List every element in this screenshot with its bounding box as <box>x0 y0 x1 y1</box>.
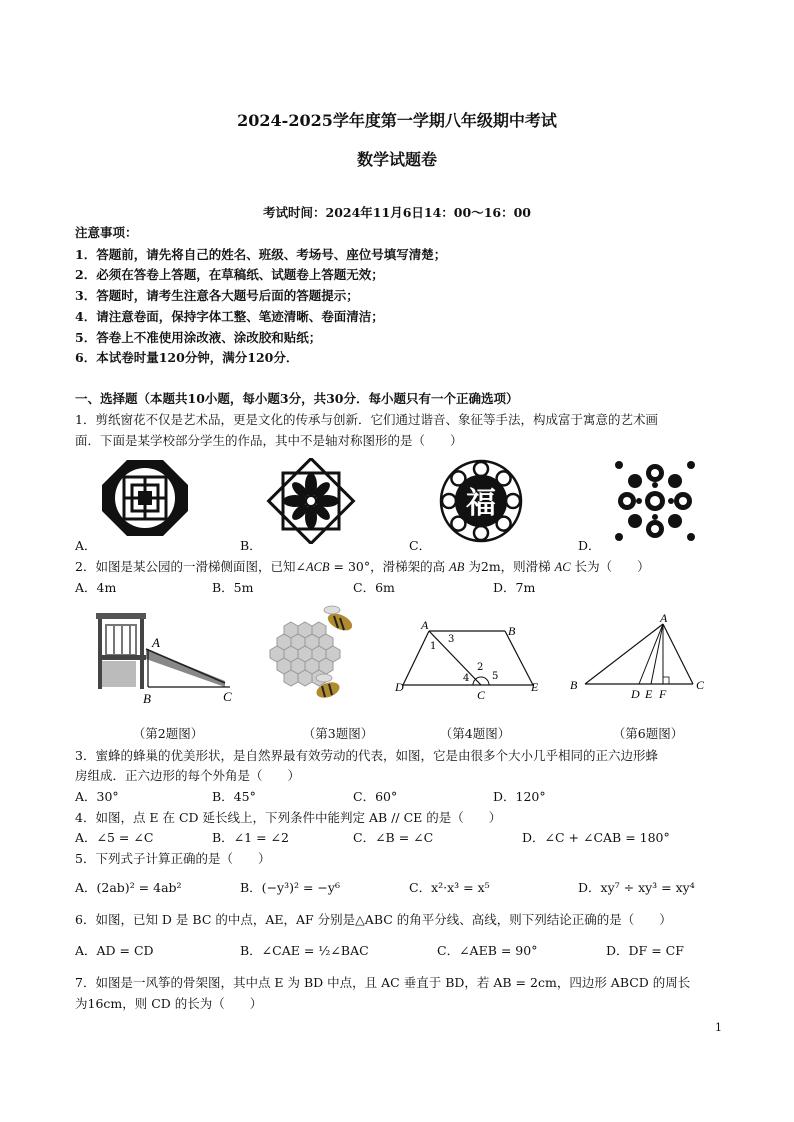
svg-text:D: D <box>631 687 640 701</box>
figure-6-triangle <box>565 612 715 702</box>
notice-item: 3．答题时，请考生注意各大题号后面的答题提示； <box>75 288 359 303</box>
q4-option-c: C．∠B = ∠C <box>353 830 434 845</box>
q4-option-d: D．∠C + ∠CAB = 180° <box>522 830 670 845</box>
svg-text:1: 1 <box>430 641 437 652</box>
q6-option-b: B．∠CAE = ½∠BAC <box>240 943 369 958</box>
question-3-line1: 3．蜜蜂的蜂巢的优美形状，是自然界最有效劳动的代表，如图，它是由很多个大小几乎相同的正六边形蜂 <box>75 748 658 763</box>
bee-icon <box>314 674 341 701</box>
q3-option-c: C．60° <box>353 789 398 804</box>
exam-time: 考试时间：2024年11月6日14：00～16：00 <box>263 205 531 220</box>
q5-option-a: A．(2ab)² = 4ab² <box>75 880 182 895</box>
fu-character: 福 <box>466 486 496 521</box>
q2-option-d: D．7m <box>493 580 536 595</box>
svg-text:4: 4 <box>463 673 470 684</box>
exam-subtitle: 数学试题卷 <box>356 150 437 169</box>
q1-option-b: B． <box>240 538 262 553</box>
svg-text:C: C <box>477 688 486 702</box>
svg-text:D: D <box>395 680 404 694</box>
question-2: 2．如图是某公园的一滑梯侧面图，已知∠ACB = 30°，滑梯架的高 AB 为2m，则滑梯 AC 长为（ ） <box>75 559 650 574</box>
section-heading: 一、选择题（本题共10小题，每小题3分，共30分．每小题只有一个正确选项） <box>75 391 519 406</box>
bee-icon <box>324 606 355 634</box>
question-7-line2: 为16cm，则 CD 的长为（ ） <box>75 996 263 1011</box>
exam-title: 2024-2025学年度第一学期八年级期中考试 <box>237 111 557 130</box>
question-1-line1: 1．剪纸窗花不仅是艺术品，更是文化的传承与创新．它们通过谐音、象征等手法，构成富于寓意的艺术画 <box>75 412 658 427</box>
q2-option-b: B．5m <box>212 580 254 595</box>
q5-option-d: D．xy⁷ ÷ xy³ = xy⁴ <box>578 880 695 895</box>
svg-text:C: C <box>223 689 232 704</box>
q6-option-c: C．∠AEB = 90° <box>437 943 538 958</box>
paper-cut-b-image <box>265 458 357 544</box>
svg-text:A: A <box>660 612 668 625</box>
q4-option-a: A．∠5 = ∠C <box>75 830 154 845</box>
q5-option-b: B．(−y³)² = −y⁶ <box>240 880 340 895</box>
svg-text:E: E <box>531 680 539 694</box>
q3-option-a: A．30° <box>75 789 119 804</box>
svg-text:F: F <box>659 687 667 701</box>
question-5: 5．下列式子计算正确的是（ ） <box>75 851 271 866</box>
question-6: 6．如图，已知 D 是 BC 的中点，AE，AF 分别是△ABC 的角平分线、高线，则下列结论正确的是（ ） <box>75 912 672 927</box>
q4-option-b: B．∠1 = ∠2 <box>212 830 289 845</box>
question-3-line2: 房组成．正六边形的每个外角是（ ） <box>75 768 301 783</box>
notice-heading: 注意事项： <box>75 225 138 240</box>
svg-text:A: A <box>152 635 160 650</box>
question-7-line1: 7．如图是一风筝的骨架图，其中点 E 为 BD 中点，且 AC 垂直于 BD，若 AB = 2cm，四边形 ABCD 的周长 <box>75 975 691 990</box>
paper-cut-d-image <box>612 458 698 544</box>
figure-2-caption: （第2题图） <box>132 726 204 741</box>
svg-text:B: B <box>508 624 516 638</box>
question-1-line2: 面．下面是某学校部分学生的作品，其中不是轴对称图形的是（ ） <box>75 433 463 448</box>
q5-option-c: C．x²·x³ = x⁵ <box>409 880 490 895</box>
svg-text:B: B <box>143 691 151 706</box>
svg-text:2: 2 <box>477 662 484 673</box>
svg-text:3: 3 <box>448 634 455 645</box>
notice-item: 5．答卷上不准使用涂改液、涂改胶和贴纸； <box>75 330 322 345</box>
figure-3-honeycomb <box>262 600 362 712</box>
paper-cut-a-image <box>100 458 190 538</box>
svg-text:A: A <box>421 618 429 632</box>
notice-item: 6．本试卷时量120分钟，满分120分． <box>75 350 299 365</box>
q6-option-d: D．DF = CF <box>606 943 684 958</box>
notice-item: 1．答题前，请先将自己的姓名、班级、考场号、座位号填写清楚； <box>75 247 447 262</box>
q3-option-d: D．120° <box>493 789 546 804</box>
q1-option-c: C． <box>409 538 432 553</box>
paper-cut-c-image <box>436 458 526 544</box>
q1-option-a: A． <box>75 538 97 553</box>
svg-text:E: E <box>645 687 653 701</box>
q6-option-a: A．AD = CD <box>75 943 154 958</box>
svg-text:C: C <box>696 678 705 692</box>
figure-2-slide <box>90 603 240 713</box>
figure-4-parallelogram <box>393 615 543 705</box>
question-4: 4．如图，点 E 在 CD 延长线上，下列条件中能判定 AB // CE 的是（ ） <box>75 810 502 825</box>
figure-4-caption: （第4题图） <box>439 726 511 741</box>
q2-option-c: C．6m <box>353 580 395 595</box>
q2-option-a: A．4m <box>75 580 117 595</box>
svg-text:B: B <box>570 678 578 692</box>
notice-item: 2．必须在答卷上答题，在草稿纸、试题卷上答题无效； <box>75 267 384 282</box>
page-number: 1 <box>715 1021 722 1034</box>
svg-text:5: 5 <box>492 671 499 682</box>
q1-option-d: D． <box>578 538 601 553</box>
notice-item: 4．请注意卷面，保持字体工整、笔迹清晰、卷面清洁； <box>75 309 384 324</box>
figure-6-caption: （第6题图） <box>612 726 684 741</box>
figure-3-caption: （第3题图） <box>302 726 374 741</box>
q3-option-b: B．45° <box>212 789 256 804</box>
